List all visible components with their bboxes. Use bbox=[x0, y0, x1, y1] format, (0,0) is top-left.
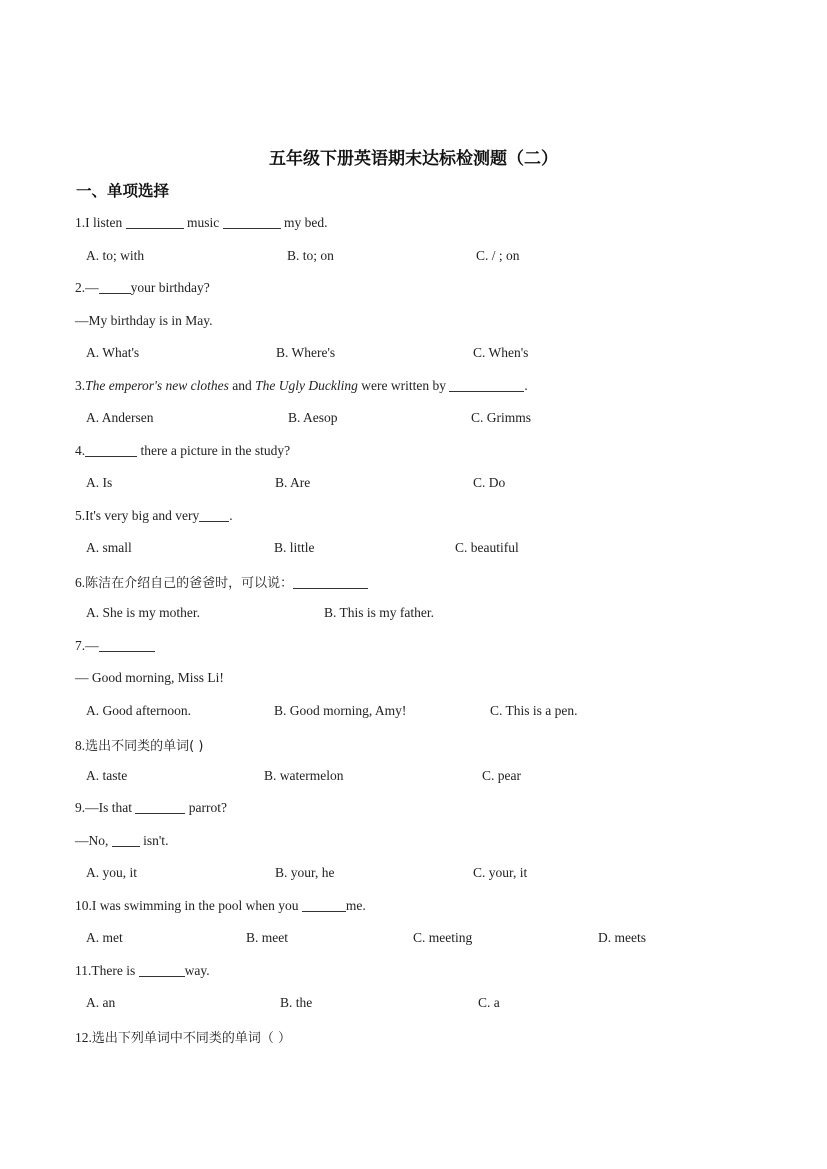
question-number: 7. bbox=[75, 638, 86, 653]
option-a: A. Andersen bbox=[86, 410, 154, 425]
question-number: 8. bbox=[75, 738, 86, 753]
page-title: 五年级下册英语期末达标检测题（二） bbox=[269, 149, 558, 169]
question-number: 2. bbox=[75, 280, 86, 295]
option-b: B. Aesop bbox=[288, 410, 338, 425]
option-c: C. beautiful bbox=[455, 540, 519, 555]
option-b: B. meet bbox=[246, 930, 288, 945]
answer-blank bbox=[199, 508, 229, 522]
answer-blank bbox=[302, 898, 346, 912]
question-7-answer: — Good morning, Miss Li! bbox=[75, 670, 224, 685]
option-a: A. Is bbox=[86, 475, 113, 490]
question-3: 3.The emperor's new clothes and The Ugly Duckling were written by . bbox=[75, 378, 528, 393]
option-a: A. small bbox=[86, 540, 132, 555]
question-12: 12.选出下列单词中不同类的单词（ ） bbox=[75, 1030, 292, 1046]
option-c: C. This is a pen. bbox=[490, 703, 578, 718]
question-number: 1. bbox=[75, 215, 86, 230]
question-8: 8.选出不同类的单词( ) bbox=[75, 738, 204, 754]
question-number: 11. bbox=[75, 963, 92, 978]
answer-blank bbox=[449, 378, 524, 392]
question-1: 1.I listen music my bed. bbox=[75, 215, 328, 230]
option-a: A. taste bbox=[86, 768, 128, 783]
answer-blank bbox=[126, 215, 184, 229]
book-title: The Ugly Duckling bbox=[255, 378, 358, 393]
option-d: D. meets bbox=[598, 930, 646, 945]
section-heading: 一、单项选择 bbox=[76, 182, 170, 200]
question-10: 10.I was swimming in the pool when you me. bbox=[75, 898, 366, 913]
option-a: A. an bbox=[86, 995, 116, 1010]
option-c: C. meeting bbox=[413, 930, 473, 945]
question-number: 5. bbox=[75, 508, 86, 523]
option-b: B. Are bbox=[275, 475, 311, 490]
option-b: B. Good morning, Amy! bbox=[274, 703, 407, 718]
question-number: 9. bbox=[75, 800, 86, 815]
option-b: B. Where's bbox=[276, 345, 336, 360]
answer-blank bbox=[99, 280, 131, 294]
option-b: B. This is my father. bbox=[324, 605, 434, 620]
option-a: A. met bbox=[86, 930, 123, 945]
option-c: C. your, it bbox=[473, 865, 528, 880]
book-title: The emperor's new clothes bbox=[85, 378, 229, 393]
option-c: C. / ; on bbox=[476, 248, 520, 263]
answer-blank bbox=[139, 963, 185, 977]
question-7: 7.— bbox=[75, 638, 155, 654]
option-b: B. watermelon bbox=[264, 768, 344, 783]
question-4: 4. there a picture in the study? bbox=[75, 443, 291, 458]
option-b: B. to; on bbox=[287, 248, 334, 263]
option-a: A. to; with bbox=[86, 248, 145, 263]
question-number: 3. bbox=[75, 378, 86, 393]
question-2: 2.— your birthday? bbox=[75, 280, 210, 295]
question-9: 9.—Is that parrot? bbox=[75, 800, 227, 815]
option-c: C. pear bbox=[482, 768, 521, 783]
option-c: C. Do bbox=[473, 475, 506, 490]
question-5: 5.It's very big and very . bbox=[75, 508, 233, 523]
answer-blank bbox=[293, 575, 368, 589]
question-number: 12. bbox=[75, 1030, 92, 1045]
question-2-answer: —My birthday is in May. bbox=[75, 313, 213, 328]
answer-blank bbox=[85, 443, 137, 457]
question-11: 11.There is way. bbox=[75, 963, 210, 978]
option-b: B. the bbox=[280, 995, 313, 1010]
option-a: A. She is my mother. bbox=[86, 605, 200, 620]
option-a: A. What's bbox=[86, 345, 140, 360]
option-a: A. Good afternoon. bbox=[86, 703, 191, 718]
option-b: B. little bbox=[274, 540, 315, 555]
answer-blank bbox=[99, 638, 155, 652]
question-6: 6.陈洁在介绍自己的爸爸时，可以说： bbox=[75, 572, 368, 591]
question-number: 4. bbox=[75, 443, 86, 458]
question-9-answer: —No, isn't. bbox=[75, 833, 169, 848]
answer-blank bbox=[223, 215, 281, 229]
question-number: 10. bbox=[75, 898, 92, 913]
option-c: C. When's bbox=[473, 345, 529, 360]
question-number: 6. bbox=[75, 575, 86, 590]
option-b: B. your, he bbox=[275, 865, 335, 880]
answer-blank bbox=[135, 800, 185, 814]
option-a: A. you, it bbox=[86, 865, 138, 880]
option-c: C. a bbox=[478, 995, 500, 1010]
answer-blank bbox=[112, 833, 140, 847]
option-c: C. Grimms bbox=[471, 410, 532, 425]
